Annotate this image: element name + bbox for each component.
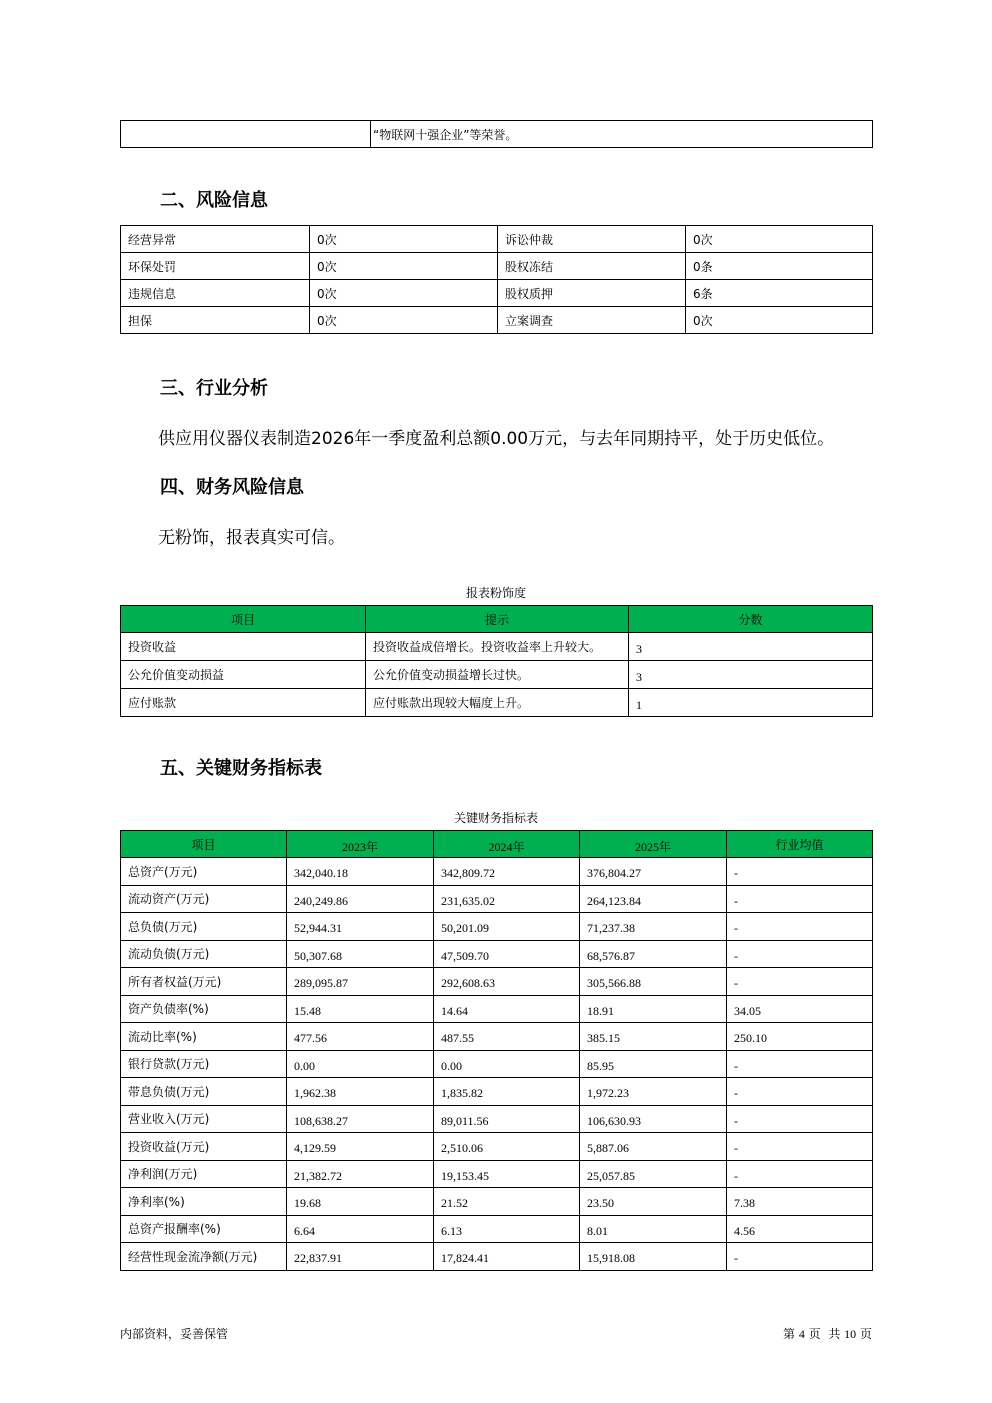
indicator-value-cell: 71,237.38	[580, 913, 727, 941]
whitewash-row	[121, 661, 873, 689]
risk-label-cell: 经营异常	[121, 226, 310, 253]
indicator-name-cell: 资产负债率(%)	[121, 995, 287, 1023]
indicator-value-cell: -	[727, 1050, 873, 1078]
footer-note: 内部资料，妥善保管	[120, 1327, 229, 1341]
indicator-value-cell: 19.68	[287, 1188, 434, 1216]
column-header: 项目	[121, 831, 287, 858]
indicator-row	[121, 940, 873, 968]
indicator-value-cell: 0.00	[287, 1050, 434, 1078]
indicator-value-cell: 376,804.27	[580, 858, 727, 886]
section-risk-title: 二、风险信息	[160, 190, 268, 211]
industry-analysis-text: 供应用仪器仪表制造2026年一季度盈利总额0.00万元，与去年同期持平，处于历史低位。	[158, 429, 835, 449]
indicator-value-cell: 14.64	[434, 995, 580, 1023]
indicator-value-cell: 292,608.63	[434, 968, 580, 996]
indicator-row	[121, 858, 873, 886]
indicator-value-cell: 19,153.45	[434, 1160, 580, 1188]
indicator-value-cell: -	[727, 940, 873, 968]
indicator-row	[121, 1160, 873, 1188]
financial-risk-text: 无粉饰，报表真实可信。	[158, 528, 345, 548]
indicator-value-cell: 0.00	[434, 1050, 580, 1078]
indicator-value-cell: 18.91	[580, 995, 727, 1023]
indicator-name-cell: 总资产报酬率(%)	[121, 1215, 287, 1243]
indicator-name-cell: 流动资产(万元)	[121, 885, 287, 913]
column-header: 提示	[366, 606, 629, 633]
indicator-value-cell: 50,307.68	[287, 940, 434, 968]
indicator-value-cell: 487.55	[434, 1023, 580, 1051]
indicator-row	[121, 1215, 873, 1243]
indicator-value-cell: -	[727, 913, 873, 941]
indicator-value-cell: 22,837.91	[287, 1243, 434, 1271]
indicator-value-cell: 6.64	[287, 1215, 434, 1243]
score-cell: 3	[629, 661, 873, 689]
indicator-name-cell: 投资收益(万元)	[121, 1133, 287, 1161]
hint-cell: 应付账款出现较大幅度上升。	[366, 689, 629, 717]
indicator-name-cell: 流动比率(%)	[121, 1023, 287, 1051]
indicator-name-cell: 净利率(%)	[121, 1188, 287, 1216]
indicator-row	[121, 1243, 873, 1271]
risk-label-cell: 环保处罚	[121, 253, 310, 280]
honors-text-cell: “物联网十强企业”等荣誉。	[371, 121, 873, 148]
indicator-row	[121, 1188, 873, 1216]
risk-row	[121, 253, 873, 280]
whitewash-row	[121, 633, 873, 661]
risk-row	[121, 280, 873, 307]
indicator-value-cell: -	[727, 885, 873, 913]
indicator-row	[121, 1105, 873, 1133]
risk-value-cell: 0条	[686, 253, 873, 280]
risk-value-cell: 0次	[686, 226, 873, 253]
risk-label-cell: 诉讼仲裁	[498, 226, 686, 253]
section-industry-title: 三、行业分析	[160, 378, 268, 399]
risk-value-cell: 0次	[310, 307, 498, 334]
indicator-value-cell: 17,824.41	[434, 1243, 580, 1271]
indicator-row	[121, 913, 873, 941]
indicator-value-cell: 6.13	[434, 1215, 580, 1243]
column-header: 项目	[121, 606, 366, 633]
indicator-value-cell: -	[727, 1078, 873, 1106]
indicator-value-cell: 250.10	[727, 1023, 873, 1051]
indicator-value-cell: 47,509.70	[434, 940, 580, 968]
indicator-value-cell: 231,635.02	[434, 885, 580, 913]
indicator-row	[121, 885, 873, 913]
honors-empty-cell	[121, 121, 371, 148]
indicator-name-cell: 带息负债(万元)	[121, 1078, 287, 1106]
indicator-value-cell: 385.15	[580, 1023, 727, 1051]
indicator-name-cell: 总负债(万元)	[121, 913, 287, 941]
indicator-value-cell: -	[727, 858, 873, 886]
risk-label-cell: 股权冻结	[498, 253, 686, 280]
indicator-row	[121, 995, 873, 1023]
indicator-value-cell: 85.95	[580, 1050, 727, 1078]
risk-value-cell: 0次	[310, 253, 498, 280]
page-prefix: 第	[782, 1327, 795, 1341]
indicator-value-cell: -	[727, 1105, 873, 1133]
item-cell: 公允价值变动损益	[121, 661, 366, 689]
score-cell: 3	[629, 633, 873, 661]
indicator-value-cell: 25,057.85	[580, 1160, 727, 1188]
item-cell: 投资收益	[121, 633, 366, 661]
indicator-value-cell: 240,249.86	[287, 885, 434, 913]
indicator-value-cell: 1,835.82	[434, 1078, 580, 1106]
indicator-name-cell: 总资产(万元)	[121, 858, 287, 886]
indicator-value-cell: 34.05	[727, 995, 873, 1023]
indicator-value-cell: -	[727, 1133, 873, 1161]
indicator-row	[121, 1078, 873, 1106]
indicator-value-cell: 264,123.84	[580, 885, 727, 913]
risk-row	[121, 226, 873, 253]
key-indicators-table	[120, 830, 873, 1271]
page-total-prefix: 共	[828, 1327, 841, 1341]
indicator-value-cell: 7.38	[727, 1188, 873, 1216]
indicator-value-cell: -	[727, 1243, 873, 1271]
item-cell: 应付账款	[121, 689, 366, 717]
column-header: 2023年	[287, 831, 434, 858]
indicator-value-cell: 15.48	[287, 995, 434, 1023]
indicator-value-cell: 1,962.38	[287, 1078, 434, 1106]
risk-value-cell: 0次	[686, 307, 873, 334]
risk-value-cell: 0次	[310, 280, 498, 307]
risk-value-cell: 6条	[686, 280, 873, 307]
indicator-value-cell: 21.52	[434, 1188, 580, 1216]
indicator-name-cell: 银行贷款(万元)	[121, 1050, 287, 1078]
risk-label-cell: 立案调查	[498, 307, 686, 334]
indicator-value-cell: 68,576.87	[580, 940, 727, 968]
risk-label-cell: 违规信息	[121, 280, 310, 307]
indicator-value-cell: 8.01	[580, 1215, 727, 1243]
page-total: 10	[844, 1327, 857, 1341]
indicator-value-cell: -	[727, 1160, 873, 1188]
risk-info-table	[120, 225, 873, 334]
indicator-value-cell: 342,040.18	[287, 858, 434, 886]
indicator-value-cell: 23.50	[580, 1188, 727, 1216]
column-header: 2025年	[580, 831, 727, 858]
indicator-value-cell: 108,638.27	[287, 1105, 434, 1133]
indicator-value-cell: 4.56	[727, 1215, 873, 1243]
indicator-name-cell: 净利润(万元)	[121, 1160, 287, 1188]
column-header: 分数	[629, 606, 873, 633]
risk-row	[121, 307, 873, 334]
whitewash-table	[120, 605, 873, 717]
hint-cell: 公允价值变动损益增长过快。	[366, 661, 629, 689]
indicator-value-cell: 106,630.93	[580, 1105, 727, 1133]
column-header: 行业均值	[727, 831, 873, 858]
risk-label-cell: 股权质押	[498, 280, 686, 307]
section-key-indicators-title: 五、关键财务指标表	[160, 758, 322, 779]
page-mid: 页	[808, 1327, 821, 1341]
indicator-row	[121, 1023, 873, 1051]
page-suffix: 页	[859, 1327, 872, 1341]
indicator-name-cell: 所有者权益(万元)	[121, 968, 287, 996]
indicator-row	[121, 1050, 873, 1078]
hint-cell: 投资收益成倍增长。投资收益率上升较大。	[366, 633, 629, 661]
indicator-value-cell: 305,566.88	[580, 968, 727, 996]
indicator-value-cell: 15,918.08	[580, 1243, 727, 1271]
indicator-value-cell: -	[727, 968, 873, 996]
indicator-value-cell: 52,944.31	[287, 913, 434, 941]
indicator-name-cell: 营业收入(万元)	[121, 1105, 287, 1133]
indicator-name-cell: 经营性现金流净额(万元)	[121, 1243, 287, 1271]
honors-continuation-table	[120, 120, 873, 148]
indicator-value-cell: 2,510.06	[434, 1133, 580, 1161]
indicator-row	[121, 968, 873, 996]
page-number	[783, 1325, 872, 1342]
whitewash-table-caption: 报表粉饰度	[465, 586, 526, 600]
indicator-value-cell: 89,011.56	[434, 1105, 580, 1133]
column-header: 2024年	[434, 831, 580, 858]
indicator-value-cell: 1,972.23	[580, 1078, 727, 1106]
section-financial-risk-title: 四、财务风险信息	[160, 477, 304, 498]
whitewash-header-row	[121, 606, 873, 633]
indicator-value-cell: 342,809.72	[434, 858, 580, 886]
page-current: 4	[798, 1327, 805, 1341]
indicator-value-cell: 21,382.72	[287, 1160, 434, 1188]
indicator-value-cell: 50,201.09	[434, 913, 580, 941]
risk-value-cell: 0次	[310, 226, 498, 253]
indicator-value-cell: 289,095.87	[287, 968, 434, 996]
score-cell: 1	[629, 689, 873, 717]
key-indicators-caption: 关键财务指标表	[453, 811, 538, 825]
whitewash-row	[121, 689, 873, 717]
indicator-value-cell: 4,129.59	[287, 1133, 434, 1161]
indicators-header-row	[121, 831, 873, 858]
indicator-name-cell: 流动负债(万元)	[121, 940, 287, 968]
indicator-row	[121, 1133, 873, 1161]
risk-label-cell: 担保	[121, 307, 310, 334]
indicator-value-cell: 477.56	[287, 1023, 434, 1051]
indicator-value-cell: 5,887.06	[580, 1133, 727, 1161]
